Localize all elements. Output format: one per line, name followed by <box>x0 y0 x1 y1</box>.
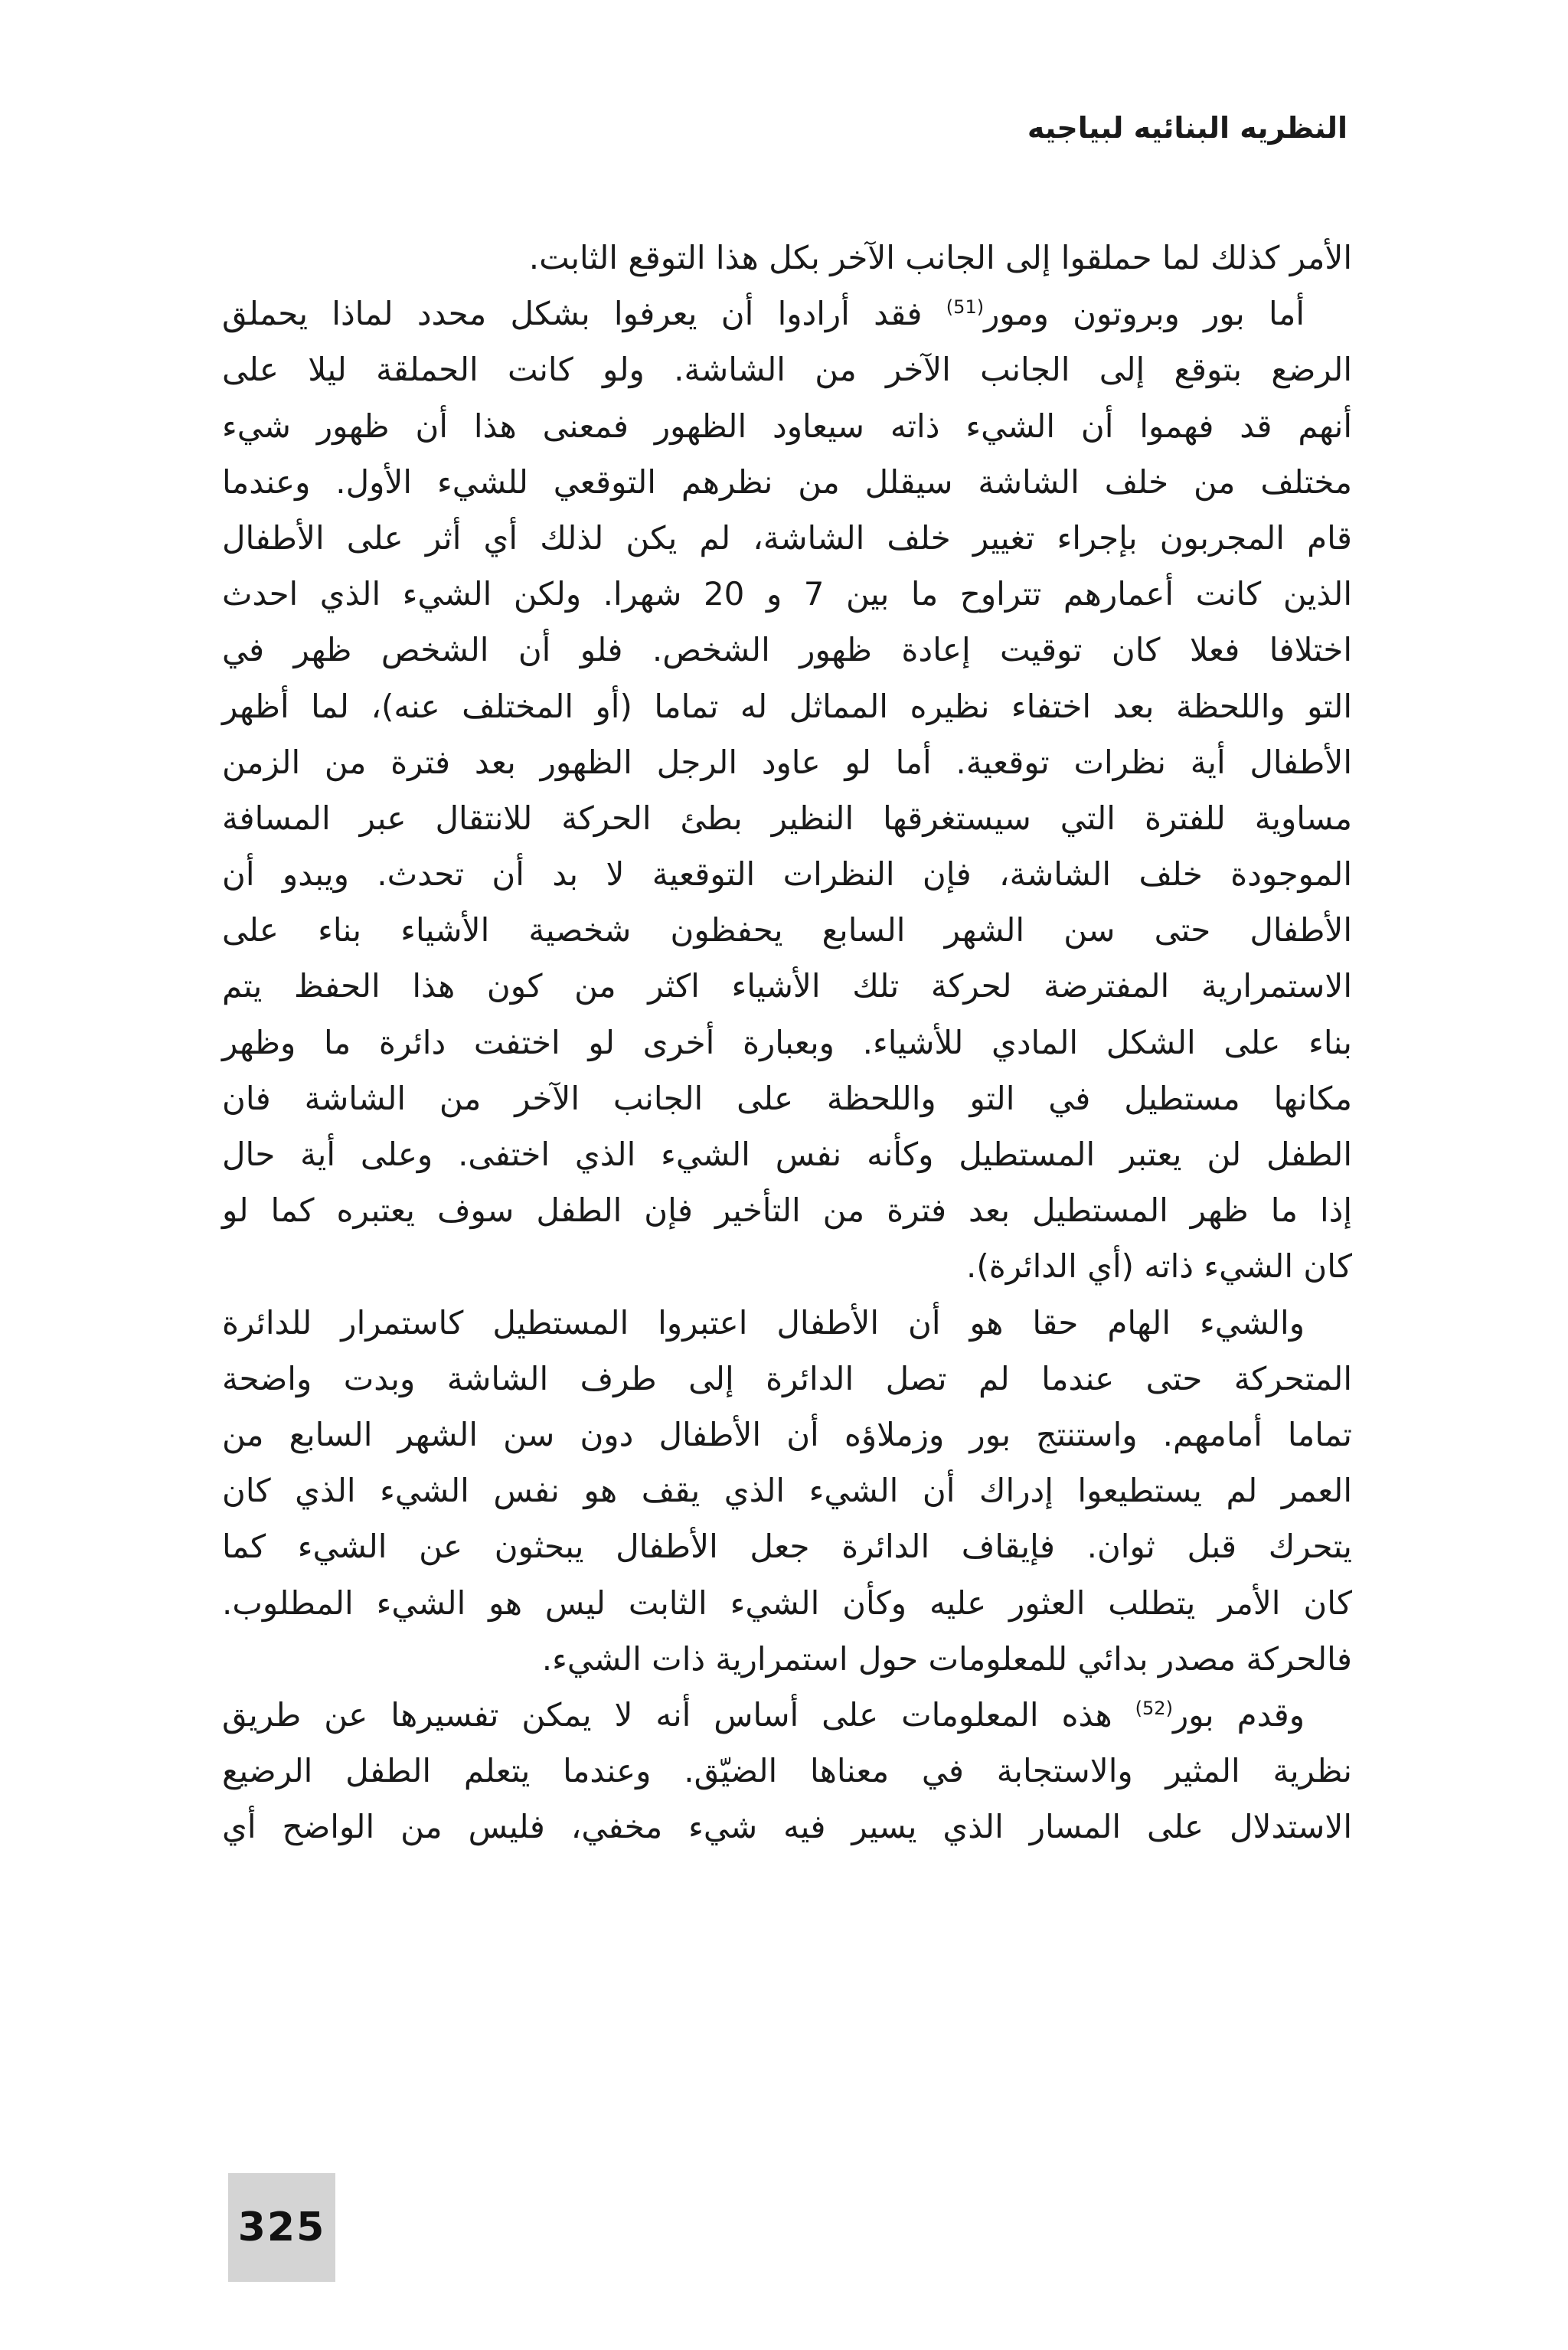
footnote-ref-51[interactable]: (51) <box>946 296 985 319</box>
text-line: الطفل لن يعتبر المستطيل وكأنه نفس الشيء الذي اختفى. وعلى أية حال <box>222 1136 1352 1173</box>
text-line: فالحركة مصدر بدائي للمعلومات حول استمرارية ذات الشيء. <box>541 1639 1352 1678</box>
footnote-ref-52[interactable]: (52) <box>1135 1697 1173 1719</box>
text-line: كان الشيء ذاته (أي الدائرة). <box>965 1247 1352 1286</box>
text-run: أما بور وبروتون ومور <box>984 295 1305 333</box>
text-run: فقد أرادوا أن يعرفوا بشكل محدد لماذا يحملق <box>222 295 946 333</box>
page-number: 325 <box>237 2205 326 2250</box>
text-line: الاستمرارية المفترضة لحركة تلك الأشياء اكثر من كون هذا الحفظ يتم <box>222 967 1352 1005</box>
text-line: نظرية المثير والاستجابة في معناها الضيّق. وعندما يتعلم الطفل الرضيع <box>222 1752 1352 1790</box>
text-line: إذا ما ظهر المستطيل بعد فترة من التأخير فإن الطفل سوف يعتبره كما لو <box>222 1191 1352 1230</box>
text-line: المتحركة حتى عندما لم تصل الدائرة إلى طرف الشاشة وبدت واضحة <box>222 1359 1352 1397</box>
text-line: التو واللحظة بعد اختفاء نظيره المماثل له تماما (أو المختلف عنه)، لما أظهر <box>222 687 1352 725</box>
text-line: الذين كانت أعمارهم تتراوح ما بين 7 و 20 شهرا. ولكن الشيء الذي احدث <box>222 575 1353 613</box>
text-line: الأطفال حتى سن الشهر السابع يحفظون شخصية الأشياء بناء على <box>222 911 1352 949</box>
text-run: وقدم بور <box>1172 1695 1305 1734</box>
text-line: أنهم قد فهموا أن الشيء ذاته سيعاود الظهور فمعنى هذا أن ظهور شيء <box>222 407 1352 445</box>
text-line: مساوية للفترة التي سيستغرقها النظير بطئ الحركة للانتقال عبر المسافة <box>222 799 1352 837</box>
text-run: هذه المعلومات على أساس أنه لا يمكن تفسيرها عن طريق <box>222 1695 1135 1734</box>
text-line: الموجودة خلف الشاشة، فإن النظرات التوقعية لا بد أن تحدث. ويبدو أن <box>222 855 1352 894</box>
page-number-box <box>228 2173 335 2282</box>
paragraph <box>222 230 1352 286</box>
text-line: والشيء الهام حقا هو أن الأطفال اعتبروا المستطيل كاستمرار للدائرة <box>222 1303 1305 1342</box>
text-line: تماما أمامهم. واستنتج بور وزملاؤه أن الأطفال دون سن الشهر السابع من <box>222 1415 1352 1453</box>
text-line: بناء على الشكل المادي للأشياء. وبعبارة أخرى لو اختفت دائرة ما وظهر <box>222 1023 1352 1061</box>
text-line: العمر لم يستطيعوا إدراك أن الشيء الذي يقف هو نفس الشيء الذي كان <box>222 1472 1352 1510</box>
text-line: كان الأمر يتطلب العثور عليه وكأن الشيء الثابت ليس هو الشيء المطلوب. <box>222 1584 1352 1622</box>
text-line: الاستدلال على المسار الذي يسير فيه شيء مخفي، فليس من الواضح أي <box>222 1808 1352 1846</box>
paragraph <box>222 286 1352 1294</box>
running-header: النظريه البنائيه لبياجيه <box>1027 111 1348 145</box>
text-line: الأطفال أية نظرات توقعية. أما لو عاود الرجل الظهور بعد فترة من الزمن <box>222 743 1352 781</box>
paragraph <box>222 1687 1352 1855</box>
paragraph <box>222 1295 1352 1687</box>
text-line: مختلف من خلف الشاشة سيقلل من نظرهم التوقعي للشيء الأول. وعندما <box>222 462 1352 501</box>
text-line: الرضع بتوقع إلى الجانب الآخر من الشاشة. ولو كانت الحملقة ليلا على <box>222 351 1352 389</box>
text-line: مكانها مستطيل في التو واللحظة على الجانب الآخر من الشاشة فان <box>222 1079 1352 1117</box>
page-body <box>222 230 1352 1855</box>
text-line <box>222 1687 1352 1743</box>
text-line: الأمر كذلك لما حملقوا إلى الجانب الآخر بكل هذا التوقع الثابت. <box>528 239 1352 276</box>
text-line <box>222 286 1352 342</box>
text-line: يتحرك قبل ثوان. فإيقاف الدائرة جعل الأطفال يبحثون عن الشيء كما <box>222 1528 1352 1566</box>
text-line: قام المجربون بإجراء تغيير خلف الشاشة، لم يكن لذلك أي أثر على الأطفال <box>222 518 1352 557</box>
text-line: اختلافا فعلا كان توقيت إعادة ظهور الشخص. فلو أن الشخص ظهر في <box>222 631 1352 669</box>
